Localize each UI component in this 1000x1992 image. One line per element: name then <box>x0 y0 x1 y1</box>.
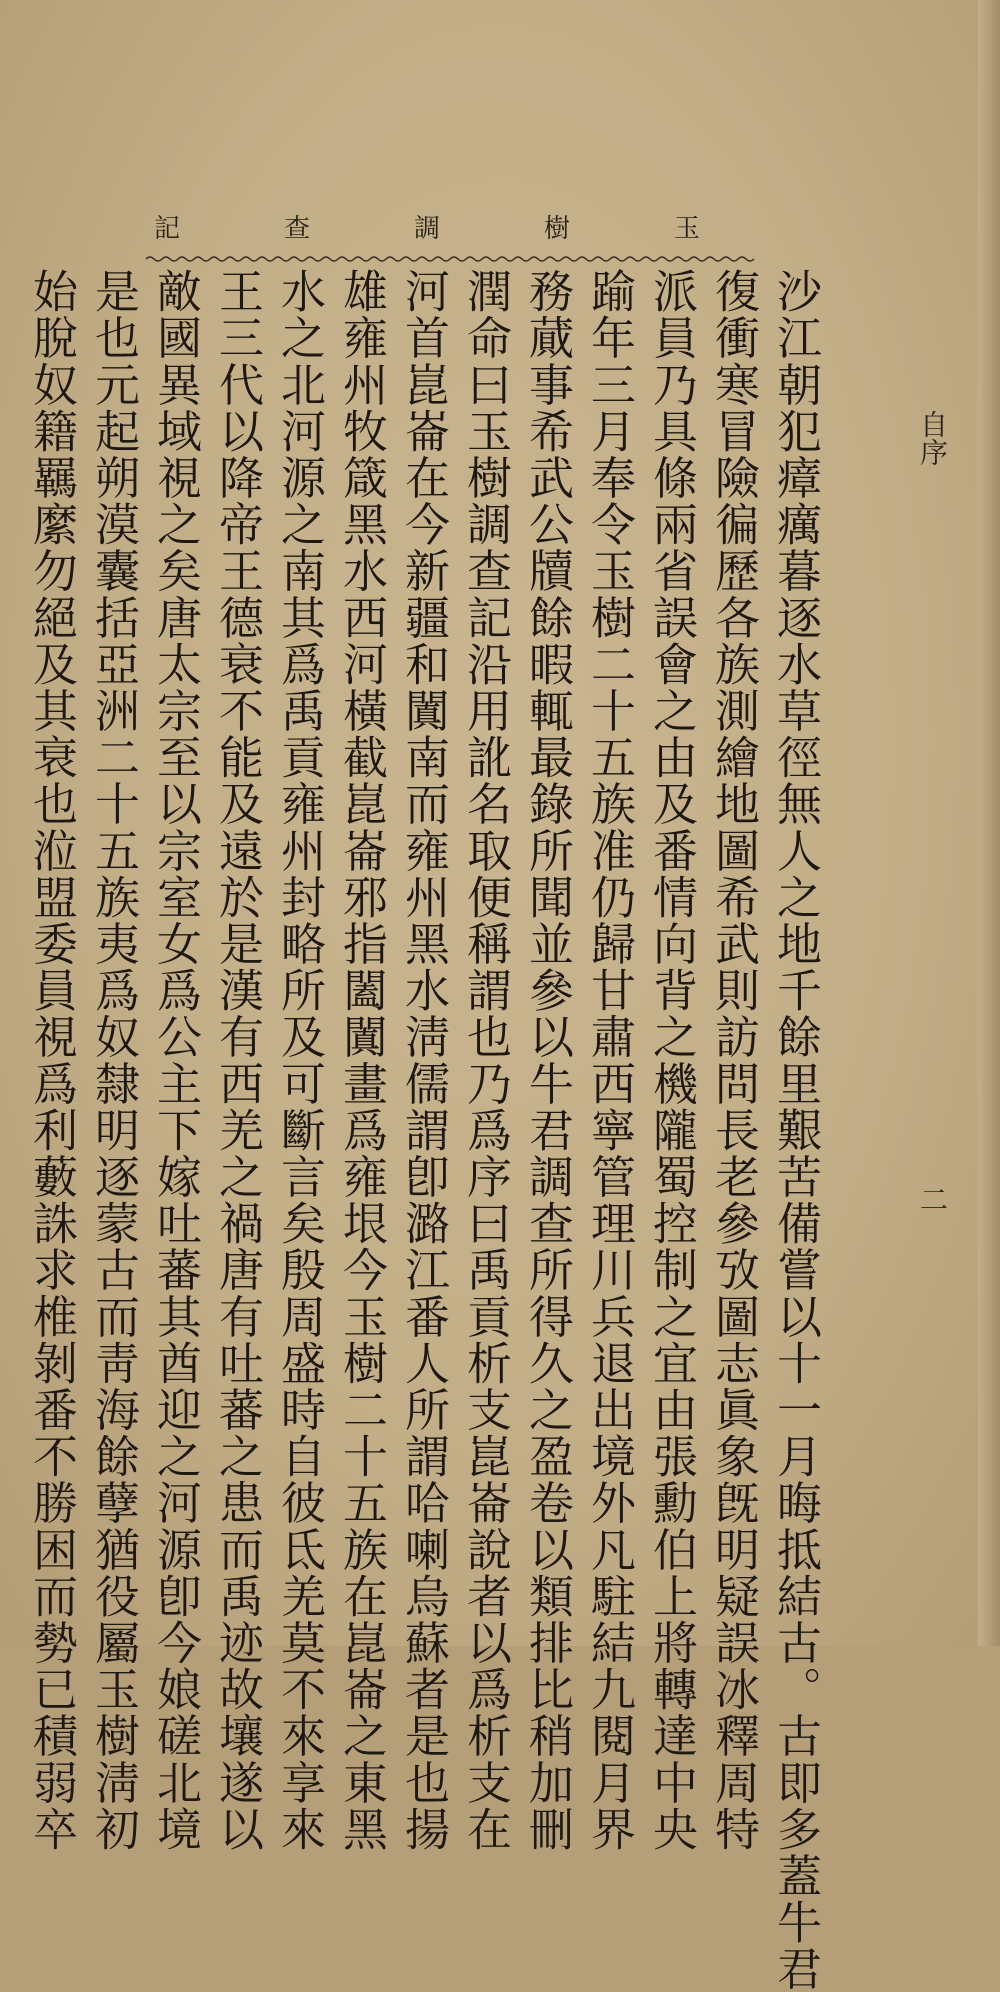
running-head-char: 記 <box>153 214 180 244</box>
text-column: 沙江朝犯瘴癘暮逐水草徑無人之地千餘里艱苦備嘗以十一月晦抵結古。古即多蓋牛君 <box>769 268 822 1992</box>
text-column: 敵國異域視之矣唐太宗至以宗室女爲公主下嫁吐蕃其酋迎之河源卽今娘磋北境 <box>149 268 202 1853</box>
section-title <box>912 410 952 630</box>
text-column: 水之北河源之南其爲禹貢雍州封略所及可斷言矣殷周盛時自彼氐羌莫不來享來 <box>273 268 326 1853</box>
text-column: 始脫奴籍羈縻勿絕及其衰也涖盟委員視爲利藪誅求椎剝番不勝困而勢已積弱卒 <box>25 268 78 1853</box>
text-column: 雄雍州牧箴黑水西河橫截崑崙邪指闔闐畫爲雍垠今玉樹二十五族在崑崙之東黑 <box>335 268 388 1853</box>
page-number: 二 <box>916 1185 949 1213</box>
running-head-char: 調 <box>413 214 440 244</box>
text-column: 河首崑崙在今新疆和闐南而雍州黑水淸儒謂卽潞江番人所謂哈喇烏蘇者是也揚 <box>397 268 450 1853</box>
text-column: 復衝寒冒險徧歷各族測繪地圖希武則訪問長老參攷圖志眞象旣明疑誤冰釋周特 <box>707 268 760 1853</box>
text-column: 踰年三月奉令玉樹二十五族准仍歸甘肅西寧管理川兵退出境外凡駐結九閱月界 <box>583 268 636 1853</box>
section-title-text: 自序 <box>916 410 949 466</box>
running-head-char: 樹 <box>543 214 570 244</box>
running-head-char: 玉 <box>673 214 700 244</box>
running-head <box>150 208 750 252</box>
text-column: 潤命曰玉樹調查記沿用訛名取便稱謂也乃爲序曰禹貢析支崑崙說者以爲析支在 <box>459 268 512 1853</box>
text-column: 是也元起朔漠囊括亞洲二十五族夷爲奴隸明逐蒙古而靑海餘孽猶役屬玉樹淸初 <box>87 268 140 1853</box>
text-column: 務蕆事希武公牘餘暇輒最錄所聞並參以牛君調查所得久之盈卷以類排比稍加刪 <box>521 268 574 1853</box>
body-text <box>25 268 826 1992</box>
text-column: 派員乃具條兩省誤會之由及番情向背之機隴蜀控制之宜由張勳伯上將轉達中央 <box>645 268 698 1853</box>
text-column: 王三代以降帝王德衰不能及遠於是漢有西羌之禍唐有吐蕃之患而禹迹故壤遂以 <box>211 268 264 1853</box>
wavy-rule <box>146 255 754 263</box>
running-head-char: 查 <box>283 214 310 244</box>
binding-gutter <box>978 0 1000 1646</box>
